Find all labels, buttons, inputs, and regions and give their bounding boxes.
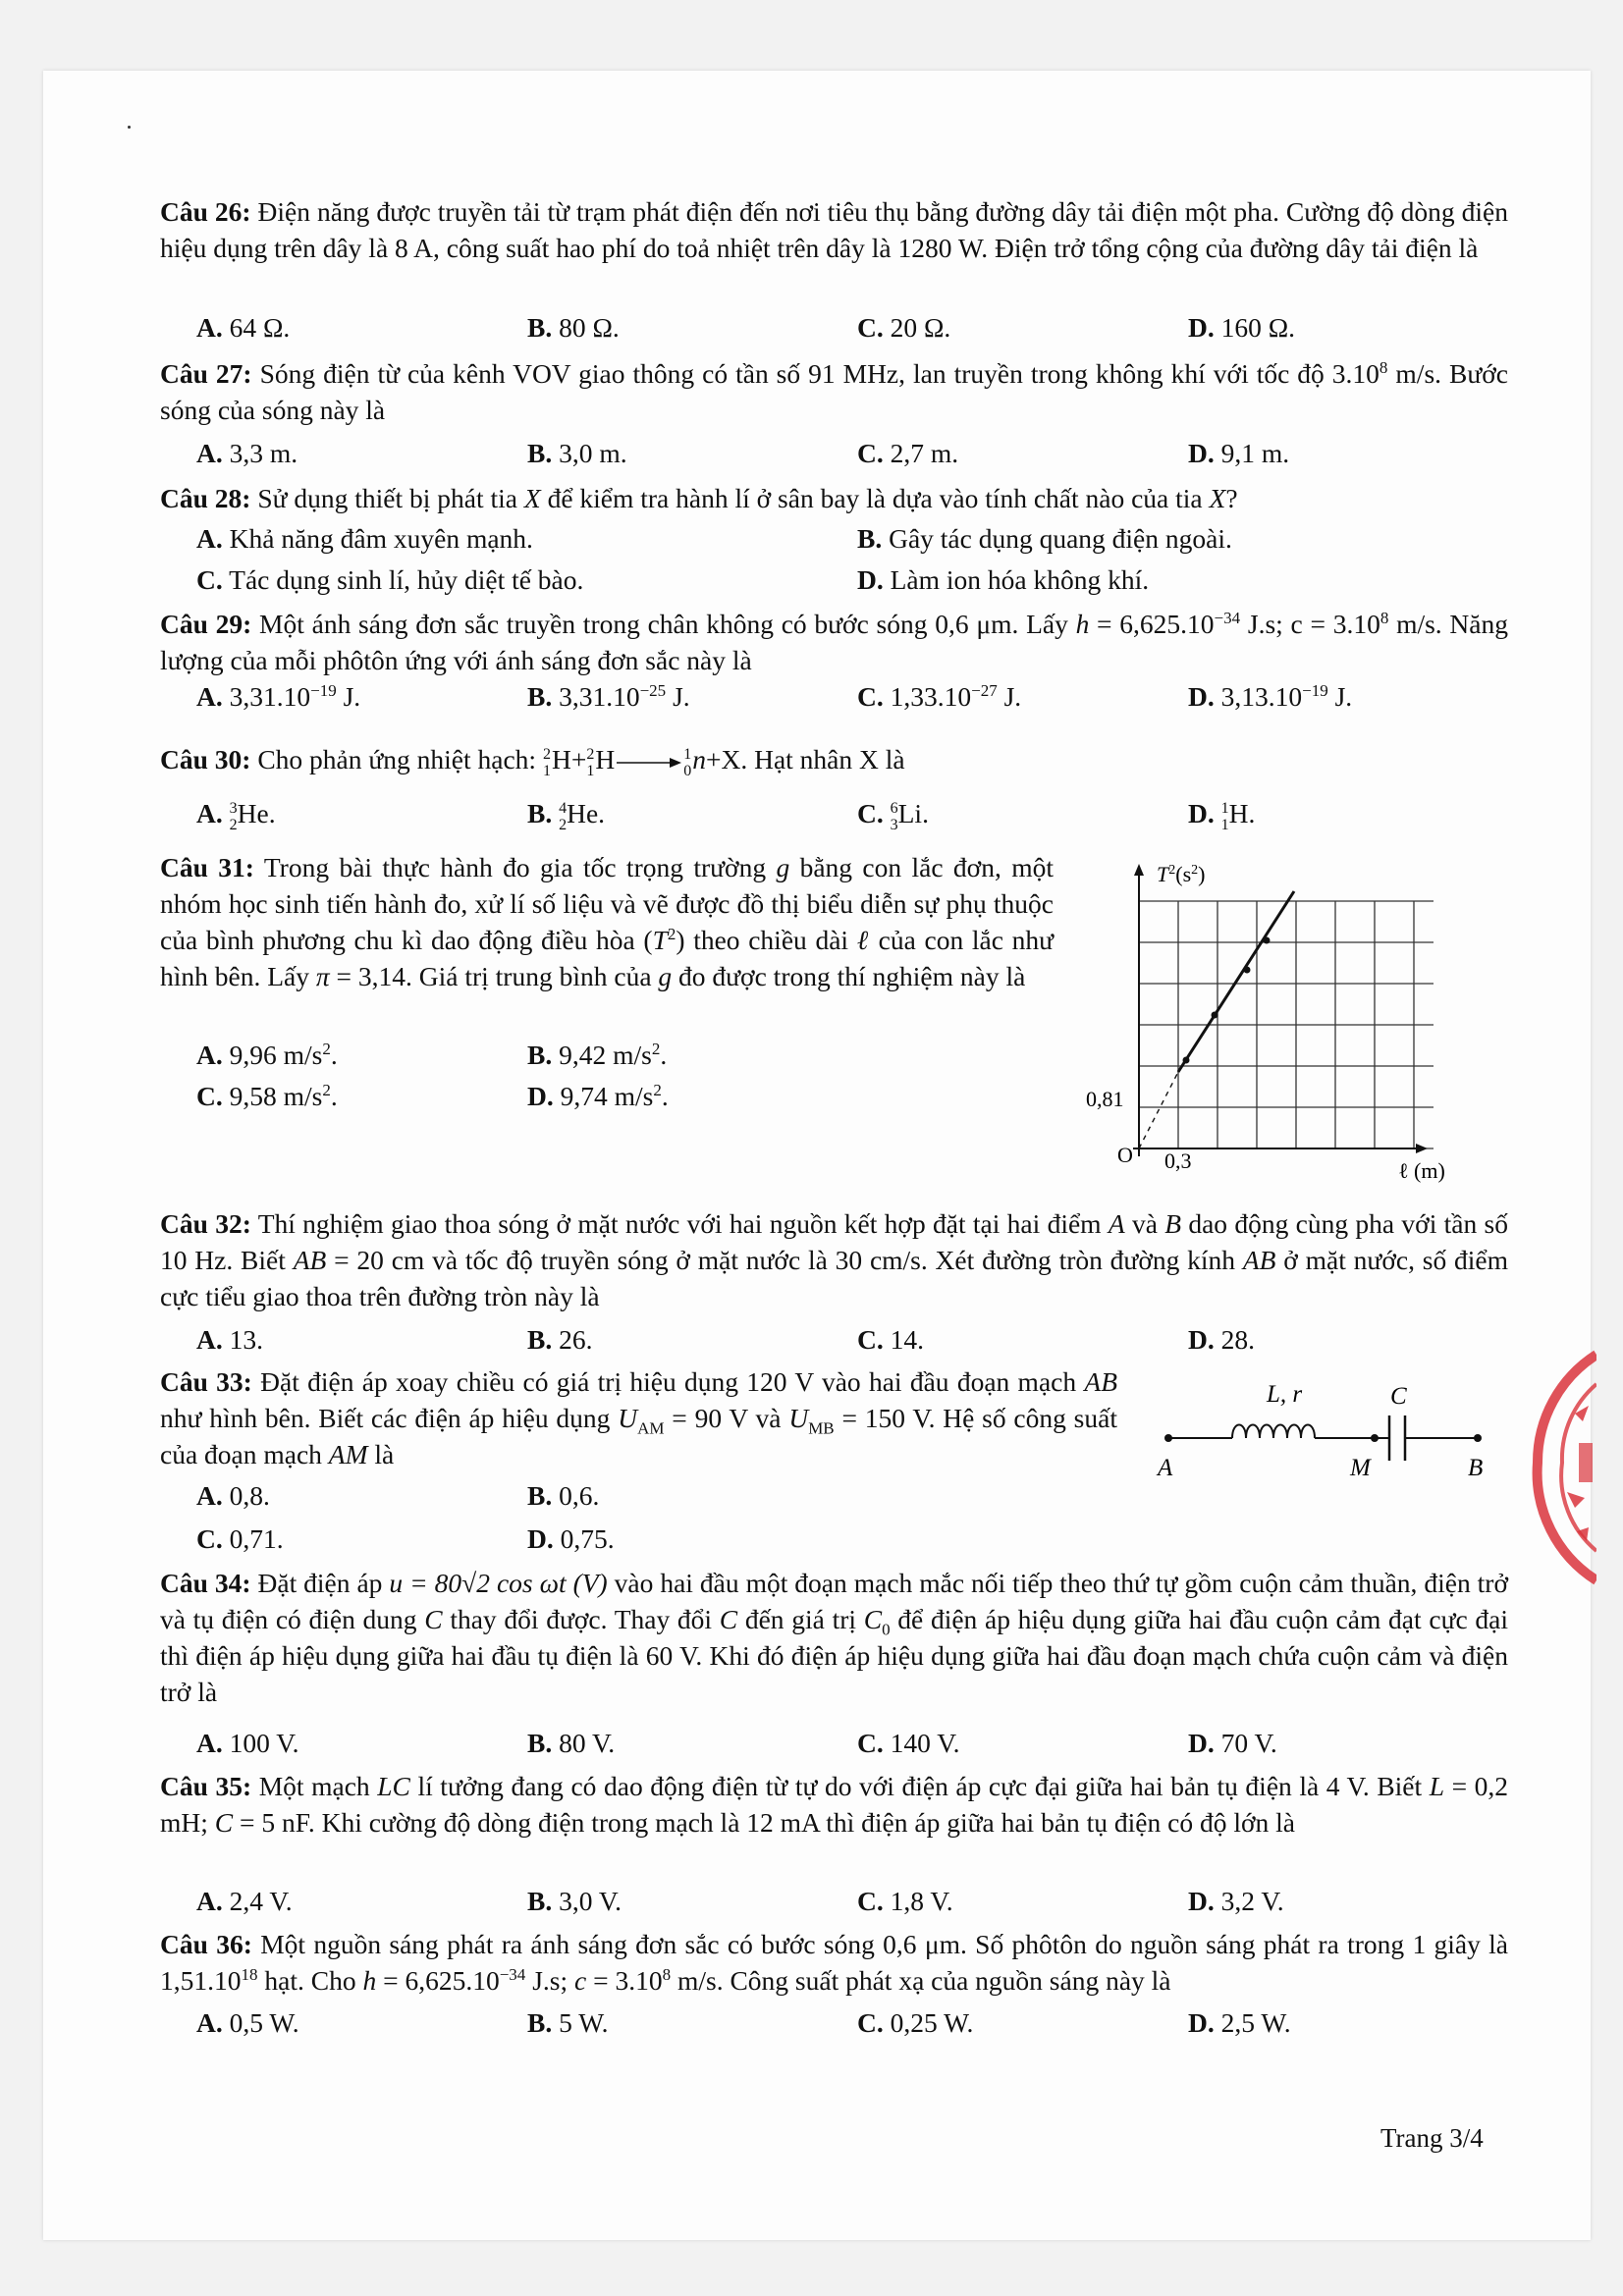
node-m-label: M	[1350, 1455, 1371, 1481]
node-a-label: A	[1158, 1455, 1173, 1481]
question-26	[160, 193, 1508, 266]
x-axis-arrow-icon	[1416, 1144, 1428, 1153]
inductor-coil-icon	[1232, 1425, 1315, 1439]
option-d[interactable]: D. $3,13.10^{-19}$ J.	[1188, 680, 1353, 712]
question-35: Câu 35: Một mạch LC lí tưởng đang có dao động điện từ tự do với điện áp cực đại giữa hai bản tụ điện là 4 V. Biết L = 0,2 mH; C = 5 nF. Khi cường độ dòng điện trong mạch là 12 mA thì điện áp giữa hai bản tụ điện có độ lớn là	[160, 1771, 1509, 1838]
option-d[interactable]: D. 9,1 m.	[1188, 438, 1290, 468]
option-a[interactable]: A. Khả năng đâm xuyên mạnh.	[196, 523, 533, 554]
graph-grid	[1139, 901, 1434, 1148]
option-b[interactable]: B. 3,0 m.	[527, 438, 627, 468]
option-d[interactable]: D. Làm ion hóa không khí.	[857, 564, 1150, 595]
option-d[interactable]: D. 160 Ω.	[1188, 312, 1296, 343]
option-a[interactable]: A. 9,96 $m/s^2$.	[196, 1039, 338, 1070]
reaction-equation: 2 1 H+ 2 1 H 1 0 n+X	[542, 744, 741, 779]
data-point	[1212, 1012, 1218, 1019]
option-c[interactable]: C. 0,25 W.	[857, 2007, 974, 2038]
origin-label: O	[1117, 1143, 1133, 1167]
node-b-label: B	[1468, 1455, 1484, 1481]
option-b[interactable]: B. 80 V.	[527, 1728, 616, 1758]
option-d[interactable]: D. 28.	[1188, 1324, 1255, 1355]
option-a[interactable]: A. 0,5 W.	[196, 2007, 299, 2038]
circuit-diagram	[1154, 1374, 1497, 1502]
voltage-formula: u = 80√2 cos ωt (V)	[389, 1568, 608, 1598]
reaction-arrow-icon	[615, 756, 683, 770]
question-28: Câu 28: Sử dụng thiết bị phát tia X để kiểm tra hành lí ở sân bay là dựa vào tính chất nào của tia X?	[160, 483, 1238, 513]
question-34: Câu 34: Đặt điện áp u = 80√2 cos ωt (V) vào hai đầu một đoạn mạch mắc nối tiếp theo thứ tự gồm cuộn cảm thuần, điện trở và tụ điện có điện dung C thay đổi được. Thay đổi C đến giá trị $C_0$ để điện áp hiệu dụng giữa hai đầu cuộn cảm đạt cực đại thì điện áp hiệu dụng giữa hai đầu tụ điện là 60 V. Khi đó điện áp hiệu dụng giữa hai đầu đoạn mạch chứa cuộn cảm và điện trở là	[160, 1568, 1509, 1707]
option-a[interactable]: A. $3,31.10^{-19}$ J.	[196, 680, 361, 712]
option-d[interactable]: D. 70 V.	[1188, 1728, 1277, 1758]
t-squared-vs-length-graph	[1070, 854, 1483, 1188]
option-c[interactable]: C. 20 Ω.	[857, 312, 951, 343]
option-c[interactable]: C. 14.	[857, 1324, 924, 1355]
extrapolation-line	[1139, 1072, 1178, 1148]
y-axis-arrow-icon	[1134, 864, 1144, 876]
fit-line	[1178, 891, 1294, 1072]
option-a[interactable]: A. 3,3 m.	[196, 438, 298, 468]
y-axis-label: $T^2(s^2)$	[1157, 862, 1206, 886]
option-c[interactable]: C. Tác dụng sinh lí, hủy diệt tế bào.	[196, 564, 584, 595]
option-c[interactable]: C. 0,71.	[196, 1523, 284, 1554]
option-b[interactable]: B. Gây tác dụng quang điện ngoài.	[857, 523, 1232, 554]
y-tick-label: 0,81	[1086, 1087, 1124, 1111]
x-tick-label: 0,3	[1164, 1148, 1192, 1173]
question-label: Câu 26:	[160, 196, 251, 227]
page-number: Trang 3/4	[1380, 2123, 1484, 2153]
capacitor-label: C	[1390, 1383, 1407, 1410]
option-c[interactable]: C. 1,8 V.	[857, 1886, 953, 1916]
option-d[interactable]: D. 1 1 H.	[1188, 798, 1256, 833]
option-c[interactable]: C. 140 V.	[857, 1728, 960, 1758]
node-m	[1371, 1434, 1379, 1442]
option-a[interactable]: A. 3 2 He.	[196, 798, 276, 833]
x-axis-label: ℓ (m)	[1398, 1158, 1445, 1183]
scan-speck	[128, 126, 131, 129]
option-b[interactable]: B. 26.	[527, 1324, 593, 1355]
option-b[interactable]: B. 0,6.	[527, 1480, 600, 1511]
option-b[interactable]: B. 9,42 $m/s^2$.	[527, 1039, 668, 1070]
question-29: Câu 29: Một ánh sáng đơn sắc truyền trong chân không có bước sóng 0,6 μm. Lấy $h = 6,625.10^{-34}$ J.s; $c = 3.10^8$ m/s. Năng lượng của mỗi phôtôn ứng với ánh sáng đơn sắc này là	[160, 608, 1508, 675]
option-c[interactable]: C. $1,33.10^{-27}$ J.	[857, 680, 1022, 712]
question-32: Câu 32: Thí nghiệm giao thoa sóng ở mặt nước với hai nguồn kết hợp đặt tại hai điểm A và B dao động cùng pha với tần số 10 Hz. Biết AB = 20 cm và tốc độ truyền sóng ở mặt nước là 30 cm/s. Xét đường tròn đường kính AB ở mặt nước, số điểm cực tiểu giao thoa trên đường tròn này là	[160, 1208, 1508, 1311]
option-a[interactable]: A. 64 Ω.	[196, 312, 291, 343]
option-b[interactable]: B. $3,31.10^{-25}$ J.	[527, 680, 690, 712]
option-c[interactable]: C. 9,58 $m/s^2$.	[196, 1080, 338, 1111]
data-point	[1264, 937, 1271, 944]
option-d[interactable]: D. 3,2 V.	[1188, 1886, 1284, 1916]
question-31: Câu 31: Trong bài thực hành đo gia tốc trọng trường g bằng con lắc đơn, một nhóm học sinh tiến hành đo, xử lí số liệu và vẽ được đồ thị biểu diễn sự phụ thuộc của bình phương chu kì dao động điều hòa $(T^2)$ theo chiều dài ℓ của con lắc như hình bên. Lấy π = 3,14. Giá trị trung bình của g đo được trong thí nghiệm này là	[160, 852, 1054, 991]
option-b[interactable]: B. 5 W.	[527, 2007, 609, 2038]
question-text: Điện năng được truyền tải từ trạm phát điện đến nơi tiêu thụ bằng đường dây tải điện một pha. Cường độ dòng điện hiệu dụng trên dây là 8 A, công suất hao phí do toả nhiệt trên dây là 1280 W. Điện trở tổng cộng của đường dây tải điện là	[160, 196, 1509, 263]
option-d[interactable]: D. 0,75.	[527, 1523, 615, 1554]
inductor-label: L, r	[1267, 1381, 1303, 1408]
option-a[interactable]: A. 2,4 V.	[196, 1886, 293, 1916]
option-d[interactable]: D. 9,74 $m/s^2$.	[527, 1080, 669, 1111]
option-a[interactable]: A. 0,8.	[196, 1480, 270, 1511]
question-33: Câu 33: Đặt điện áp xoay chiều có giá trị hiệu dụng 120 V vào hai đầu đoạn mạch AB như hình bên. Biết các điện áp hiệu dụng $U_{AM} = 90$ V và $U_{MB} = 150$ V. Hệ số công suất của đoạn mạch AM là	[160, 1366, 1117, 1469]
option-d[interactable]: D. 2,5 W.	[1188, 2007, 1291, 2038]
option-b[interactable]: B. 3,0 V.	[527, 1886, 622, 1916]
node-b	[1474, 1434, 1482, 1442]
option-a[interactable]: A. 100 V.	[196, 1728, 299, 1758]
question-27: Câu 27: Sóng điện từ của kênh VOV giao thông có tần số 91 MHz, lan truyền trong không khí với tốc độ 3.10$^8$ m/s. Bước sóng của sóng này là	[160, 357, 1509, 425]
red-stamp-seal	[1528, 1345, 1596, 1600]
option-c[interactable]: C. 2,7 m.	[857, 438, 959, 468]
option-c[interactable]: C. 6 3 Li.	[857, 798, 929, 833]
option-a[interactable]: A. 13.	[196, 1324, 263, 1355]
question-36: Câu 36: Một nguồn sáng phát ra ánh sáng đơn sắc có bước sóng 0,6 μm. Số phôtôn do nguồn sáng phát ra trong 1 giây là 1,51.10$^{18}$ hạt. Cho $h = 6,625.10^{-34}$ J.s; $c = 3.10^8$ m/s. Công suất phát xạ của nguồn sáng này là	[160, 1929, 1509, 1996]
option-b[interactable]: B. 80 Ω.	[527, 312, 620, 343]
data-point	[1183, 1057, 1190, 1064]
option-b[interactable]: B. 4 2 He.	[527, 798, 606, 833]
data-point	[1244, 967, 1251, 974]
question-30: Câu 30: Cho phản ứng nhiệt hạch: 2 1 H+ 2 1 H 1 0 n+X. Hạt nhân X là	[160, 741, 1508, 779]
